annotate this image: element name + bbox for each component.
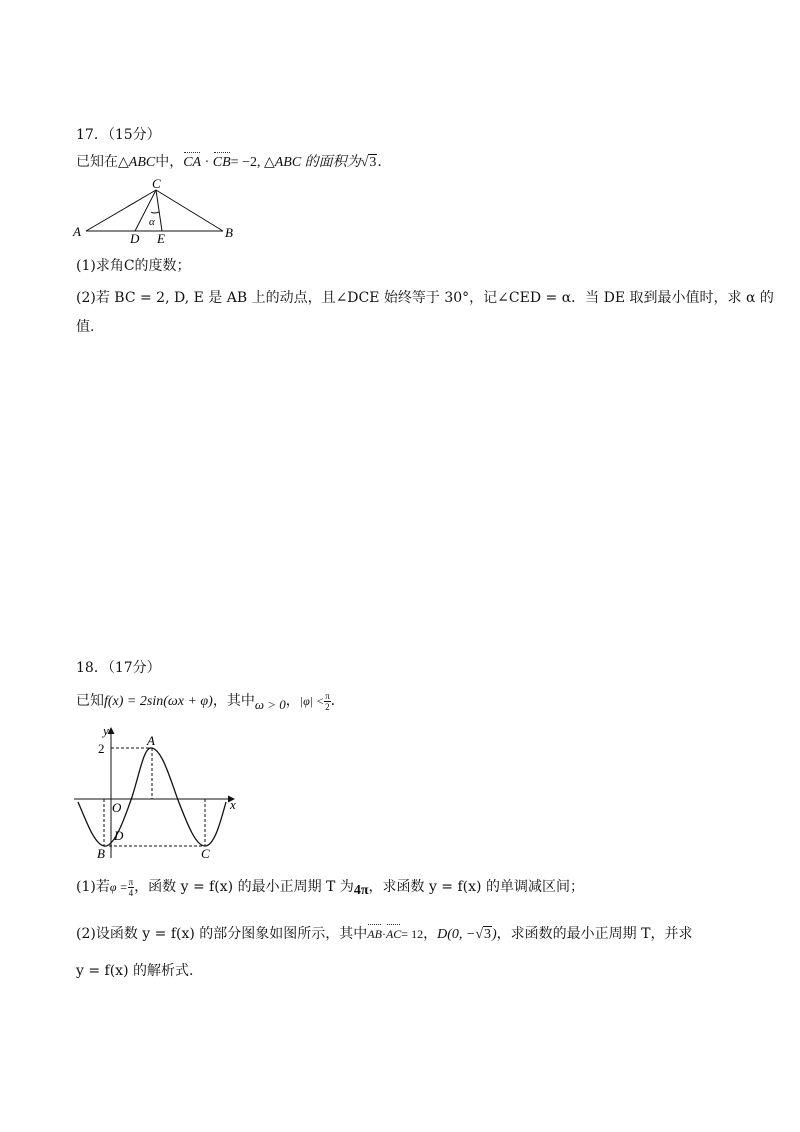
q18-part1-pre: (1)若 xyxy=(76,879,110,895)
q18-part2-pre: (2)设函数 y = f(x) 的部分图象如图所示，其中 xyxy=(76,926,368,942)
label-a: A xyxy=(147,733,155,748)
q17-given: 已知在△ABC中，CA · CB= −2, △ABC 的面积为√3. xyxy=(76,154,382,170)
q17-heading: 17．（15分） xyxy=(76,127,161,143)
q17-equals: = −2, xyxy=(230,155,264,170)
label-a: A xyxy=(73,224,81,239)
label-y: y xyxy=(103,723,109,738)
q18-point-d: D(0, − xyxy=(437,927,476,942)
q18-part2-mid: ， xyxy=(423,926,438,942)
q17-given-mid: 中， xyxy=(155,154,184,170)
q18-sep: ， xyxy=(285,693,300,709)
label-c: C xyxy=(201,846,210,861)
q18-omega: ω > 0 xyxy=(254,697,286,712)
q17-sqrt3: 3 xyxy=(369,155,377,170)
q18-part2-line1: (2)设函数 y = f(x) 的部分图象如图所示，其中AB·AC= 12，D(0, −√3)，求函数的最小正周期 T，并求 xyxy=(76,926,693,942)
q18-part1 xyxy=(76,876,584,898)
q18-function: f(x) = 2sin(ωx + φ) xyxy=(104,694,213,709)
q18-part1-pi: π xyxy=(128,876,134,887)
q17-part2-line1: (2)若 BC = 2, D, E 是 AB 上的动点，且∠DCE 始终等于 30°，记∠CED = α．当 DE 取到最小值时，求 α 的 xyxy=(76,290,774,306)
q17-vector-cb: CB xyxy=(212,155,231,170)
q18-vector-ab: AB xyxy=(367,927,382,941)
label-alpha: α xyxy=(149,216,155,228)
segment-cb xyxy=(156,190,223,231)
q18-part2-sqrt3: 3 xyxy=(484,927,491,942)
label-o: O xyxy=(112,800,122,815)
q18-part2-line2: y = f(x) 的解析式. xyxy=(76,963,194,979)
q17-given-prefix: 已知在 xyxy=(76,154,118,170)
q18-pi: π xyxy=(325,690,330,701)
segment-ce xyxy=(156,190,162,231)
label-b: B xyxy=(97,846,105,861)
q18-part2-close: ) xyxy=(492,927,497,942)
q18-given-mid: ，其中 xyxy=(212,693,255,709)
label-b: B xyxy=(225,225,233,240)
label-x: x xyxy=(230,797,236,812)
q18-part1-phi: φ = xyxy=(109,880,128,894)
q18-phi: |φ| < xyxy=(299,694,325,708)
q18-heading: 18．（17分） xyxy=(76,660,161,676)
q18-given xyxy=(76,690,335,712)
q17-part1: (1)求角C的度数； xyxy=(76,258,191,274)
q18-part1-four: 4 xyxy=(128,887,134,898)
q17-triangle-figure xyxy=(70,176,245,246)
angle-alpha-arc xyxy=(151,212,159,213)
q18-part1-period: 4π xyxy=(353,883,369,898)
label-e: E xyxy=(157,231,165,246)
q18-two: 2 xyxy=(325,701,330,712)
q18-sine-figure xyxy=(70,722,250,862)
q17-triangle: △ABC xyxy=(118,155,156,170)
q18-part2-eq: = 12 xyxy=(401,927,424,941)
q18-part2-post: ，求函数的最小正周期 T，并求 xyxy=(496,926,693,942)
sine-curve xyxy=(78,748,226,846)
q18-part1-mid2: ，求函数 y = f(x) 的单调减区间； xyxy=(368,879,584,895)
label-d: D xyxy=(130,231,140,246)
q18-end: . xyxy=(330,693,336,709)
q18-given-prefix: 已知 xyxy=(76,693,104,709)
label-c: C xyxy=(152,176,161,191)
q18-vector-ac: AC xyxy=(385,927,402,941)
q17-end: . xyxy=(377,154,382,170)
label-two: 2 xyxy=(98,741,105,756)
q17-area-text: △ABC 的面积为 xyxy=(263,155,361,170)
q17-vector-ca: CA xyxy=(183,155,202,170)
q18-part1-mid1: ，函数 y = f(x) 的最小正周期 T 为 xyxy=(134,879,354,895)
label-d: D xyxy=(114,828,124,843)
q17-part2-line2: 值. xyxy=(76,319,95,335)
